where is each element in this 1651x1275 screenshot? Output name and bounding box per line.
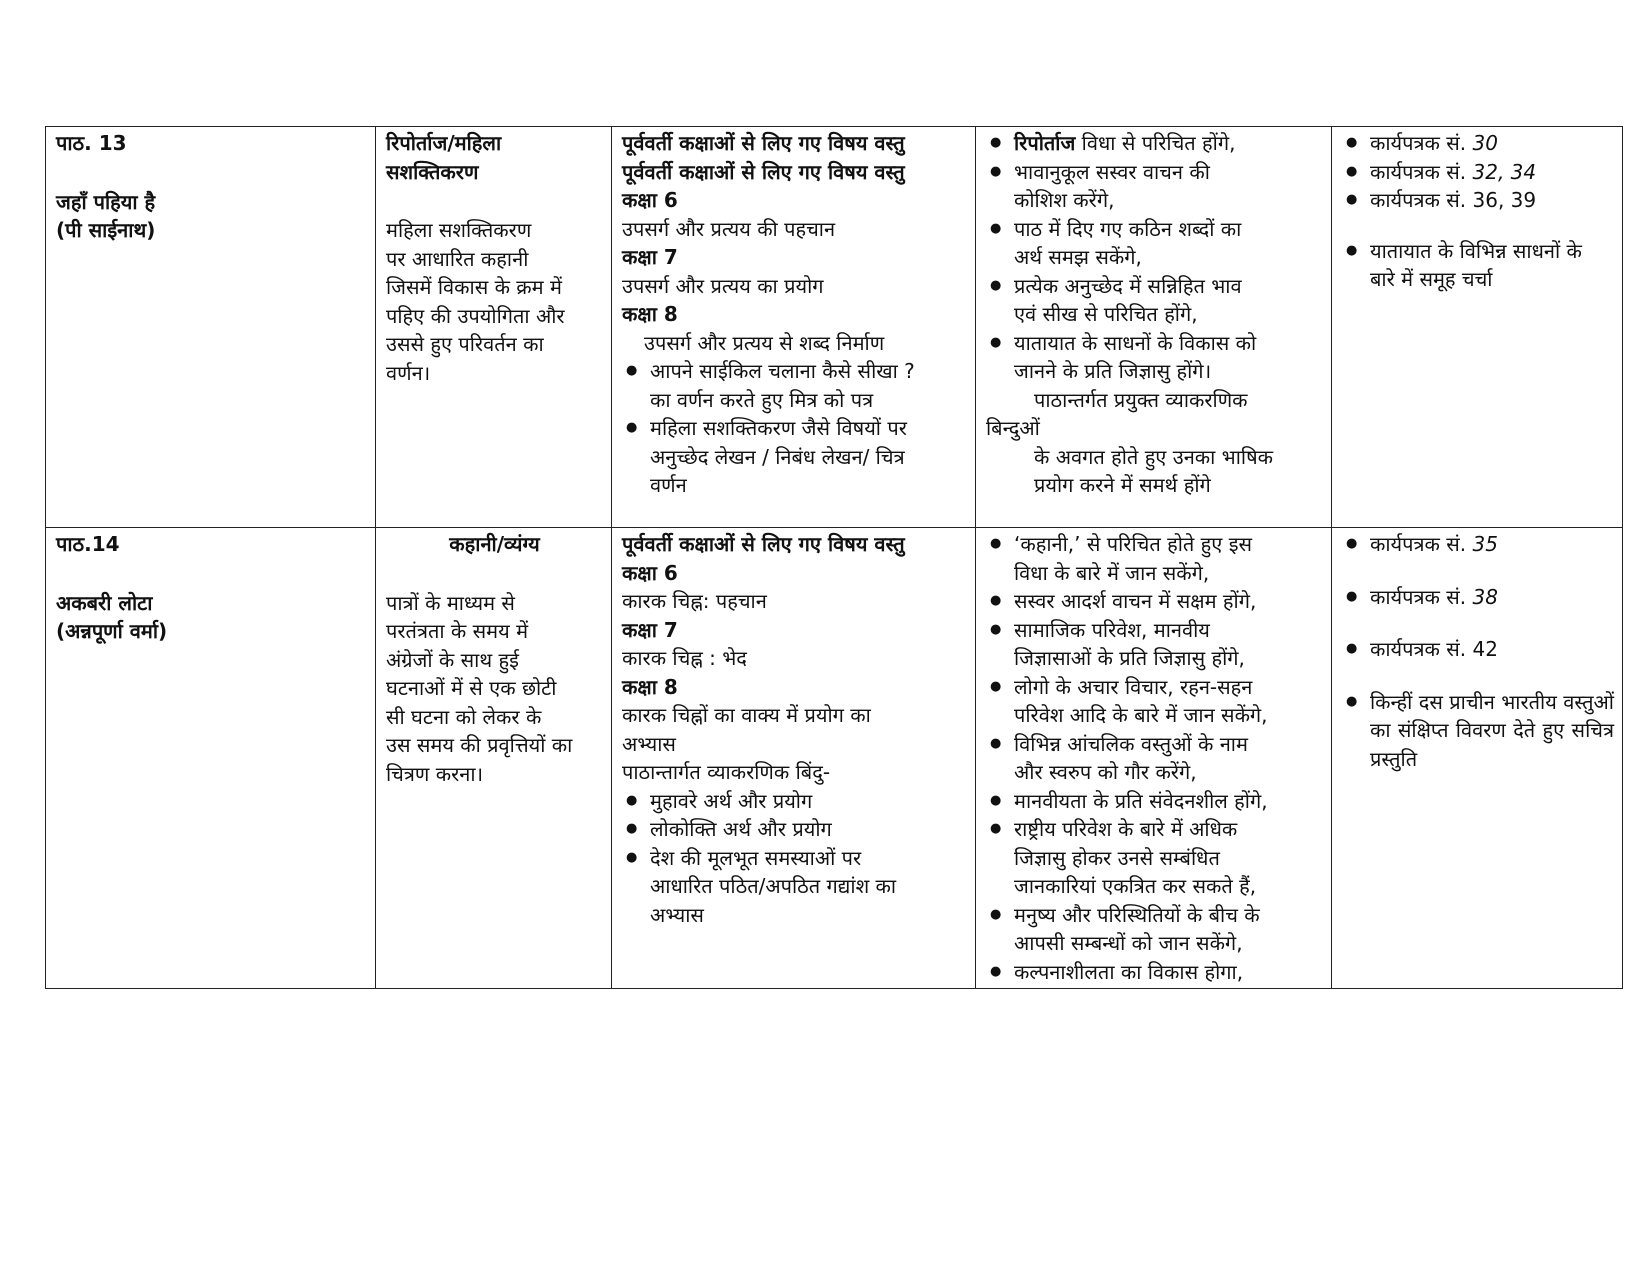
genre-cell [376, 127, 612, 528]
genre-line: रिपोर्ताज/महिला [386, 131, 502, 155]
list-item: ● मुहावरे अर्थ और प्रयोग [650, 787, 967, 816]
list-item: ● भावानुकूल सस्वर वाचन की कोशिश करेंगे, [1014, 158, 1323, 215]
class-text: कारक चिह्न : भेद [622, 646, 747, 670]
lesson-number: पाठ. 13 [56, 131, 127, 155]
list-item: ● देश की मूलभूत समस्याओं पर आधारित पठित/अपठित गद्यांश का अभ्यास [650, 844, 967, 930]
table-row [46, 127, 1623, 528]
activity-list [1342, 237, 1614, 294]
worksheet-list [1342, 129, 1614, 215]
outcome-list [986, 530, 1323, 986]
list-item: ● यातायात के साधनों के विकास को जानने के प्रति जिज्ञासु होंगे। [1014, 329, 1323, 386]
list-item: ● कार्यपत्रक सं. 32, 34 [1370, 158, 1614, 187]
summary-line: सी घटना को लेकर के [386, 704, 542, 729]
list-item: ● कार्यपत्रक सं. 42 [1370, 635, 1614, 664]
grammar-note: बिन्दुओं [986, 416, 1040, 440]
summary-line: अंग्रेजों के साथ हुई [386, 647, 519, 672]
list-item: ● मनुष्य और परिस्थितियों के बीच के आपसी सम्बन्धों को जान सकेंगे, [1014, 901, 1323, 958]
class-label: कक्षा 8 [622, 302, 678, 326]
summary-line: वर्णन। [386, 360, 431, 385]
list-item: ● किन्हीं दस प्राचीन भारतीय वस्तुओं का संक्षिप्त विवरण देते हुए सचित्र प्रस्तुति [1370, 688, 1614, 774]
content-bullet-list [622, 787, 967, 930]
summary-line: परतंत्रता के समय में [386, 619, 529, 643]
lesson-author: (अन्नपूर्णा वर्मा) [56, 619, 168, 643]
list-item: ● लोकोक्ति अर्थ और प्रयोग [650, 815, 967, 844]
content-cell [612, 528, 976, 989]
class-label: कक्षा 7 [622, 245, 678, 269]
content-bullet-list [622, 357, 967, 500]
summary-line: जिसमें विकास के क्रम में [386, 275, 562, 299]
list-item: ● यातायात के विभिन्न साधनों के बारे में समूह चर्चा [1370, 237, 1614, 294]
content-heading: पूर्ववर्ती कक्षाओं से लिए गए विषय वस्तु [622, 131, 905, 155]
outcomes-cell [976, 127, 1332, 528]
class-label: कक्षा 8 [622, 674, 678, 699]
grammar-points-heading: पाठान्तार्गत व्याकरणिक बिंदु- [622, 760, 831, 784]
genre-cell [376, 528, 612, 989]
list-item: ● पाठ में दिए गए कठिन शब्दों का अर्थ समझ सकेंगे, [1014, 215, 1323, 272]
worksheet-cell [1332, 528, 1623, 989]
class-text: कारक चिह्न: पहचान [622, 589, 767, 613]
summary-line: घटनाओं में से एक छोटी [386, 676, 557, 700]
class-text: उपसर्ग और प्रत्यय की पहचान [622, 216, 836, 241]
class-text: उपसर्ग और प्रत्यय से शब्द निर्माण [644, 330, 885, 355]
list-item: ● आपने साईकिल चलाना कैसे सीखा ? का वर्णन करते हुए मित्र को पत्र [650, 357, 967, 414]
list-item: ● कार्यपत्रक सं. 35 [1370, 530, 1614, 559]
lesson-plan-table [45, 126, 1623, 989]
list-item: ● रिपोर्ताज विधा से परिचित होंगे, [1014, 129, 1323, 158]
lesson-title: अकबरी लोटा [56, 590, 153, 615]
grammar-note: पाठान्तर्गत प्रयुक्त व्याकरणिक [1034, 387, 1248, 412]
list-item: ● कल्पनाशीलता का विकास होगा, [1014, 958, 1323, 987]
list-item: ● मानवीयता के प्रति संवेदनशील होंगे, [1014, 787, 1323, 816]
content-heading: पूर्ववर्ती कक्षाओं से लिए गए विषय वस्तु [622, 532, 905, 556]
grammar-note: के अवगत होते हुए उनका भाषिक [1034, 444, 1274, 469]
class-text: अभ्यास [622, 731, 676, 756]
summary-line: पर आधारित कहानी [386, 246, 529, 271]
content-cell [612, 127, 976, 528]
summary-line: महिला सशक्तिकरण [386, 218, 532, 242]
class-label: कक्षा 6 [622, 560, 678, 585]
summary-line: पहिए की उपयोगिता और [386, 303, 565, 328]
list-item: ● सामाजिक परिवेश, मानवीय जिज्ञासाओं के प्रति जिज्ञासु होंगे, [1014, 616, 1323, 673]
list-item: ● राष्ट्रीय परिवेश के बारे में अधिक जिज्ञासु होकर उनसे सम्बंधित जानकारियां एकत्रित कर सकते हैं, [1014, 815, 1323, 901]
outcomes-cell [976, 528, 1332, 989]
class-label: कक्षा 6 [622, 188, 678, 212]
lesson-number: पाठ.14 [56, 532, 120, 556]
list-item: ● लोगो के अचार विचार, रहन-सहन परिवेश आदि के बारे में जान सकेंगे, [1014, 673, 1323, 730]
worksheet-list [1342, 530, 1614, 773]
list-item: ● महिला सशक्तिकरण जैसे विषयों पर अनुच्छेद लेखन / निबंध लेखन/ चित्र वर्णन [650, 414, 967, 500]
list-item: ● कार्यपत्रक सं. 38 [1370, 583, 1614, 612]
genre-line: सशक्तिकरण [386, 159, 479, 184]
summary-line: पात्रों के माध्यम से [386, 590, 515, 615]
class-text: उपसर्ग और प्रत्यय का प्रयोग [622, 273, 824, 298]
list-item: ● ‘कहानी,’ से परिचित होते हुए इस विधा के बारे में जान सकेंगे, [1014, 530, 1323, 587]
content-heading: पूर्ववर्ती कक्षाओं से लिए गए विषय वस्तु [622, 159, 905, 184]
worksheet-cell [1332, 127, 1623, 528]
list-item: ● सस्वर आदर्श वाचन में सक्षम होंगे, [1014, 587, 1323, 616]
grammar-note: प्रयोग करने में समर्थ होंगे [1034, 473, 1211, 497]
summary-line: उससे हुए परिवर्तन का [386, 332, 544, 356]
lesson-cell [46, 528, 376, 989]
genre-line: कहानी/व्यंग्य [449, 532, 540, 556]
summary-line: उस समय की प्रवृत्तियों का [386, 733, 573, 757]
list-item: ● कार्यपत्रक सं. 36, 39 [1370, 186, 1614, 215]
list-item: ● विभिन्न आंचलिक वस्तुओं के नाम और स्वरुप को गौर करेंगे, [1014, 730, 1323, 787]
list-item: ● प्रत्येक अनुच्छेद में सन्निहित भाव एवं सीख से परिचित होंगे, [1014, 272, 1323, 329]
table-row [46, 528, 1623, 989]
class-label: कक्षा 7 [622, 617, 678, 642]
lesson-title: जहाँ पहिया है [56, 189, 156, 214]
lesson-author: (पी साईनाथ) [56, 218, 156, 242]
summary-line: चित्रण करना। [386, 761, 484, 786]
list-item: ● कार्यपत्रक सं. 30 [1370, 129, 1614, 158]
lesson-cell [46, 127, 376, 528]
outcome-list [986, 129, 1323, 386]
class-text: कारक चिह्नों का वाक्य में प्रयोग का [622, 703, 871, 727]
